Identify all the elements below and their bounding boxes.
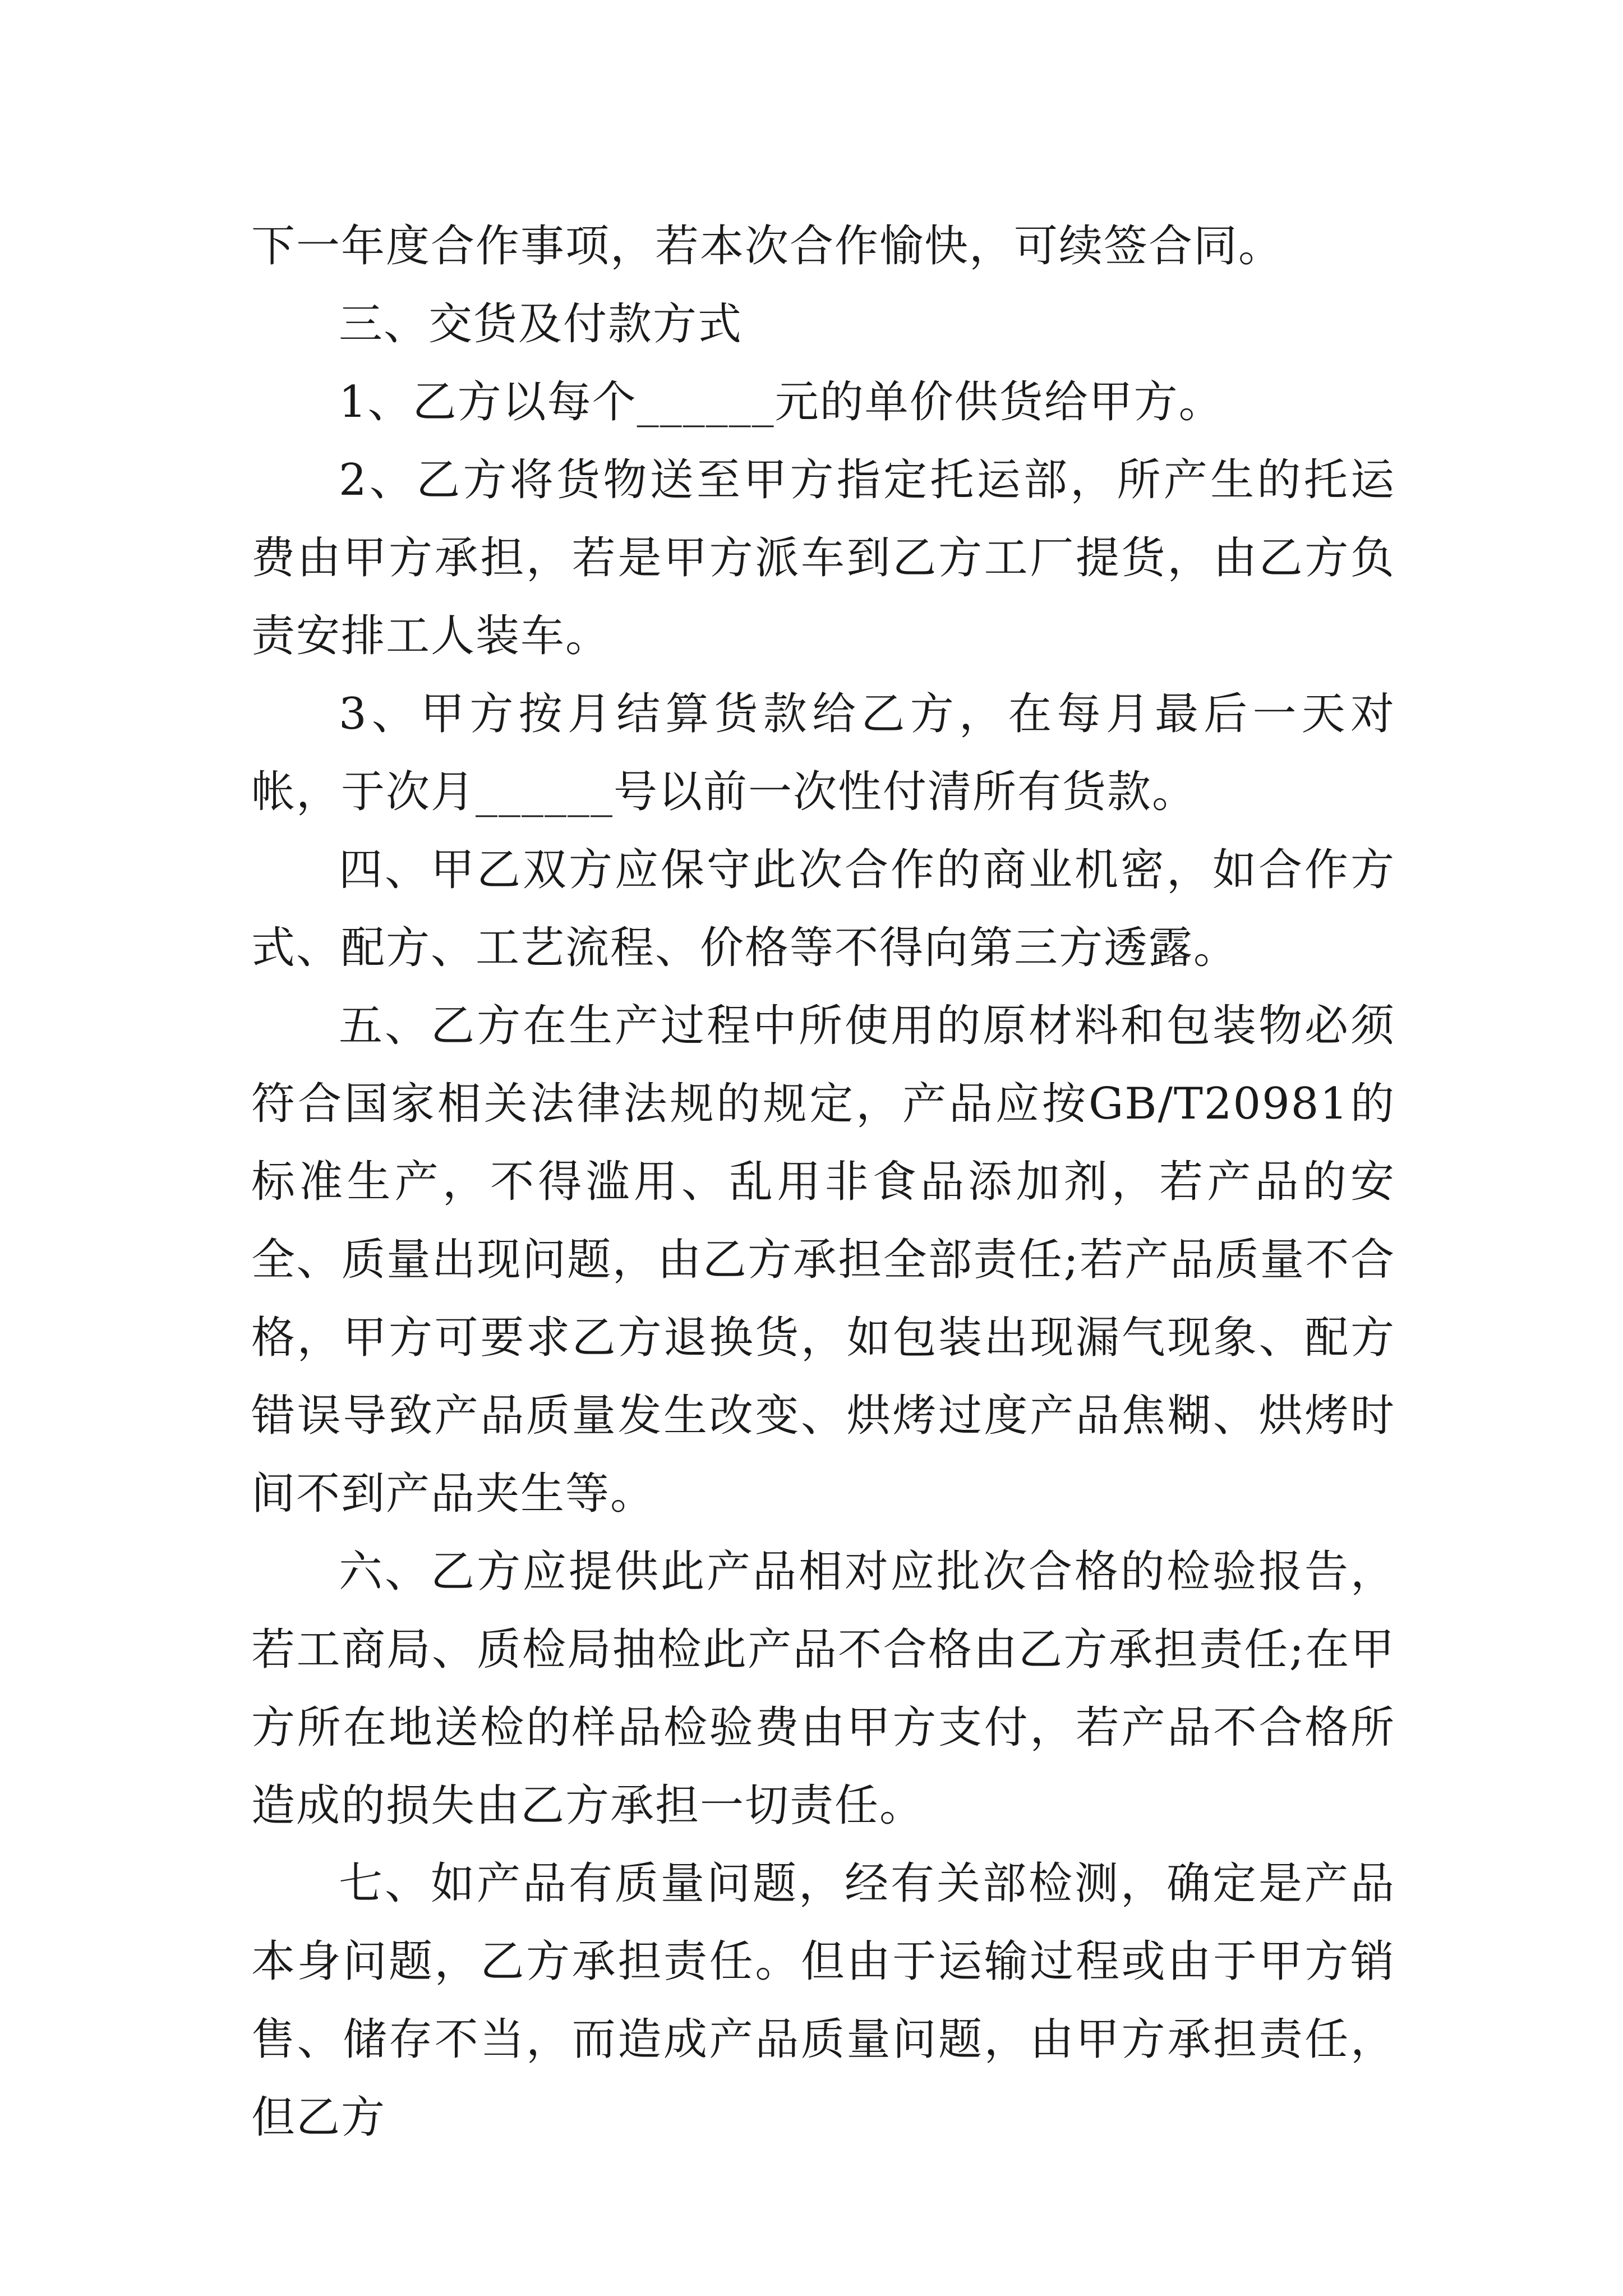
clause-materials-quality: 五、乙方在生产过程中所使用的原材料和包装物必须符合国家相关法律法规的规定，产品应按GB/T20981的标准生产，不得滥用、乱用非食品添加剂，若产品的安全、质量出现问题，由乙方承担全部责任;若产品质量不合格，甲方可要求乙方退换货，如包装出现漏气现象、配方错误导致产品质量发生改变、烘烤过度产品焦糊、烘烤时间不到产品夹生等。 — [251, 1001, 1395, 1519]
clause-settlement: 3、甲方按月结算货款给乙方，在每月最后一天对帐，于次月______号以前一次性付清所有货款。 — [251, 689, 1395, 817]
clause-confidentiality: 四、甲乙双方应保守此次合作的商业机密，如合作方式、配方、工艺流程、价格等不得向第三方透露。 — [251, 845, 1395, 973]
section-heading-delivery-payment: 三、交货及付款方式 — [339, 299, 743, 349]
clause-quality-liability: 七、如产品有质量问题，经有关部检测，确定是产品本身问题，乙方承担责任。但由于运输过程或由于甲方销售、储存不当，而造成产品质量问题，由甲方承担责任，但乙方 — [251, 1858, 1395, 2143]
document-body — [251, 208, 1395, 2157]
clause-inspection-report: 六、乙方应提供此产品相对应批次合格的检验报告，若工商局、质检局抽检此产品不合格由乙方承担责任;在甲方所在地送检的样品检验费由甲方支付，若产品不合格所造成的损失由乙方承担一切责任。 — [251, 1547, 1395, 1831]
clause-unit-price: 1、乙方以每个______元的单价供货给甲方。 — [339, 377, 1224, 427]
paragraph-continuation: 下一年度合作事项，若本次合作愉快，可续签合同。 — [251, 221, 1284, 272]
clause-shipping: 2、乙方将货物送至甲方指定托运部，所产生的托运费由甲方承担，若是甲方派车到乙方工厂提货，由乙方负责安排工人装车。 — [251, 455, 1395, 661]
